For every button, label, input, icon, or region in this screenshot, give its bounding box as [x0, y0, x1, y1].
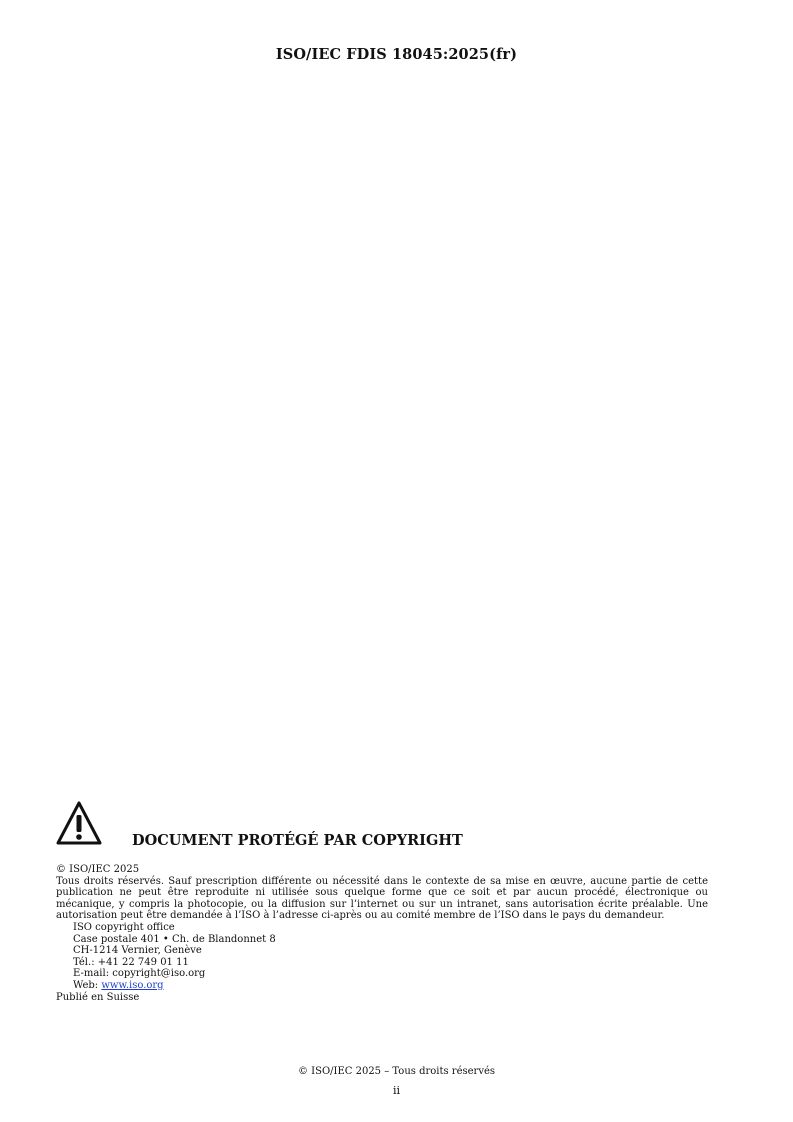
address-postal: Case postale 401 • Ch. de Blandonnet 8 [73, 933, 276, 945]
web-prefix: Web: [73, 979, 102, 991]
copyright-year-line: © ISO/IEC 2025 [56, 864, 140, 875]
address-office: ISO copyright office [73, 921, 175, 933]
address-email: E-mail: copyright@iso.org [73, 968, 206, 980]
address-city: CH-1214 Vernier, Genève [73, 945, 202, 957]
warning-triangle-icon [56, 800, 102, 846]
rights-reserved-text: Tous droits réservés. Sauf prescription différente ou nécessité dans le contexte de sa mise en œuvre, aucune partie de cette publication ne peut être reproduite ni utilisée sous quelque forme que ce soit et par aucun procédé, électronique ou mécanique, y compris la photocopie, ou la diffusion sur l’internet ou sur un intranet, sans autorisation écrite préalable. Une autorisation peut être demandée à l’ISO à l’adresse ci-après ou au comité membre de l’ISO dans le pays du demandeur. [56, 875, 708, 922]
published-in-text: Publié en Suisse [56, 991, 140, 1003]
page-number: ii [392, 1084, 401, 1097]
address-web [73, 980, 708, 992]
document-header-title: ISO/IEC FDIS 18045:2025(fr) [275, 46, 518, 63]
copyright-notice [56, 864, 708, 1003]
iso-address-block [56, 922, 708, 992]
copyright-heading: DOCUMENT PROTÉGÉ PAR COPYRIGHT [132, 832, 463, 849]
web-link[interactable]: www.iso.org [101, 979, 164, 991]
address-phone: Tél.: +41 22 749 01 11 [73, 956, 189, 968]
footer-copyright: © ISO/IEC 2025 – Tous droits réservés [297, 1066, 496, 1077]
